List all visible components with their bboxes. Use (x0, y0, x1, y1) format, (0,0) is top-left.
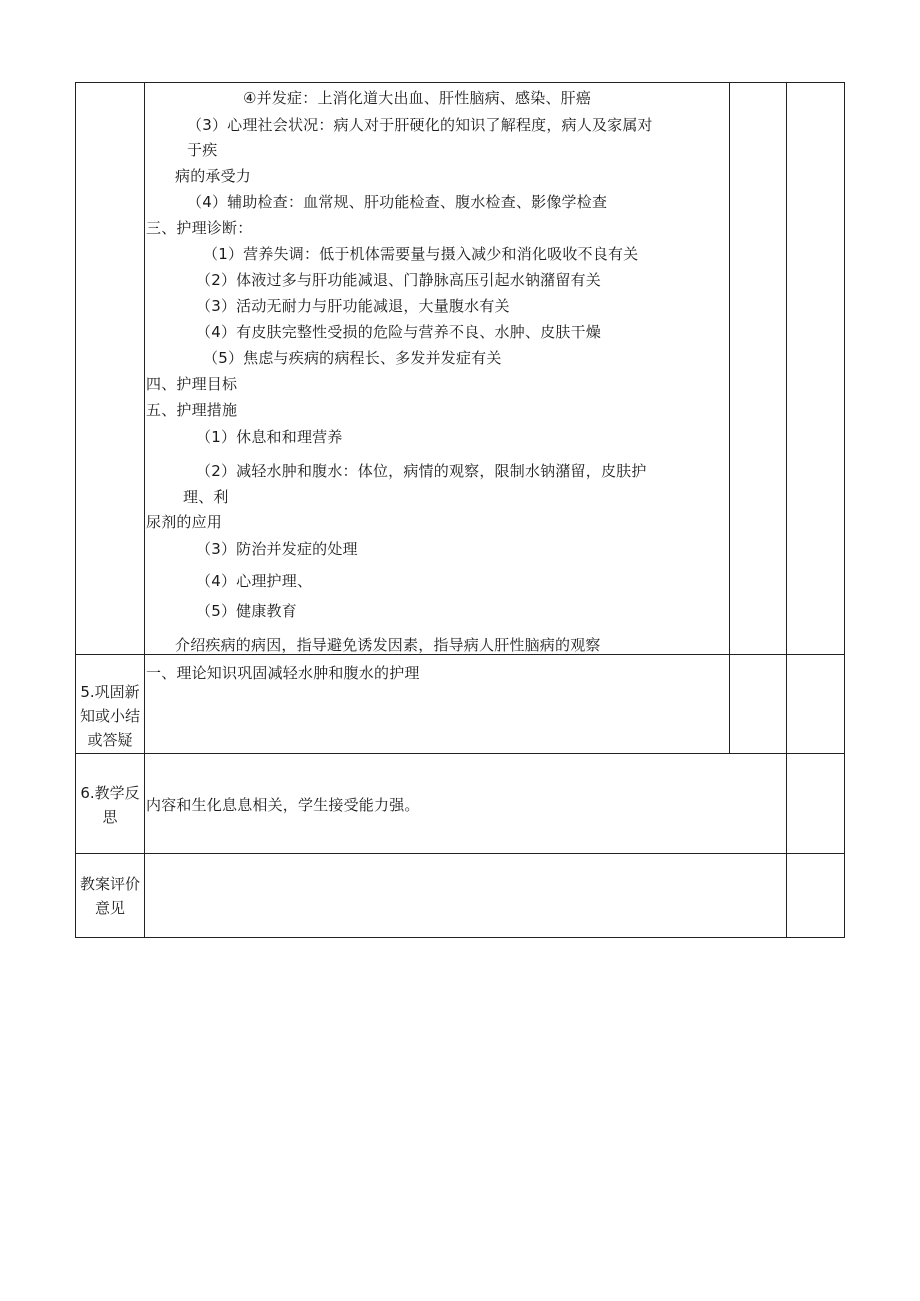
content-line: （4）有皮肤完整性受损的危险与营养不良、水肿、皮肤干燥 (196, 323, 601, 341)
reflection-label: 6.教学反思 (80, 784, 140, 826)
content-line: （3）活动无耐力与肝功能减退，大量腹水有关 (196, 297, 510, 315)
content-line: 介绍疾病的病因，指导避免诱发因素，指导病人肝性脑病的观察 (175, 636, 601, 654)
col-border-content (729, 82, 730, 754)
content-line: 尿剂的应用 (146, 513, 223, 531)
content-line: 病的承受力 (175, 167, 252, 185)
evaluation-label: 教案评价意见 (79, 875, 140, 917)
section-heading: 四、护理目标 (146, 375, 238, 393)
content-line: ④并发症：上消化道大出血、肝性脑病、感染、肝癌 (243, 89, 592, 107)
row-border-bottom (75, 937, 845, 938)
col-border-notes (786, 82, 787, 938)
row-border-eval (75, 853, 845, 854)
content-line: （4）心理护理、 (196, 572, 313, 590)
col-border-left (75, 82, 76, 938)
content-line: （4）辅助检查：血常规、肝功能检查、腹水检查、影像学检查 (187, 193, 608, 211)
content-line: （3）防治并发症的处理 (196, 540, 358, 558)
content-line: （3）心理社会状况：病人对于肝硬化的知识了解程度，病人及家属对 (187, 116, 653, 134)
content-line: （1）休息和和理营养 (196, 428, 343, 446)
content-line: 于疾 (187, 141, 218, 159)
consolidate-content: 一、理论知识巩固减轻水肿和腹水的护理 (146, 664, 420, 682)
section-heading: 五、护理措施 (146, 401, 238, 419)
col-border-label (144, 82, 145, 938)
col-border-right (844, 82, 845, 938)
content-line: （5）健康教育 (196, 602, 297, 620)
consolidate-label: 5.巩固新知或小结或答疑 (79, 683, 140, 749)
content-line: （2）减轻水肿和腹水：体位，病情的观察，限制水钠潴留，皮肤护 (196, 462, 647, 480)
content-line: （1）营养失调：低于机体需要量与摄入减少和消化吸收不良有关 (203, 245, 639, 263)
reflection-content: 内容和生化息息相关，学生接受能力强。 (146, 796, 420, 814)
content-line: （2）体液过多与肝功能减退、门静脉高压引起水钠潴留有关 (196, 271, 601, 289)
content-line: （5）焦虑与疾病的病程长、多发并发症有关 (203, 349, 502, 367)
section-heading: 三、护理诊断： (146, 219, 253, 237)
content-line: 理、利 (183, 488, 229, 506)
